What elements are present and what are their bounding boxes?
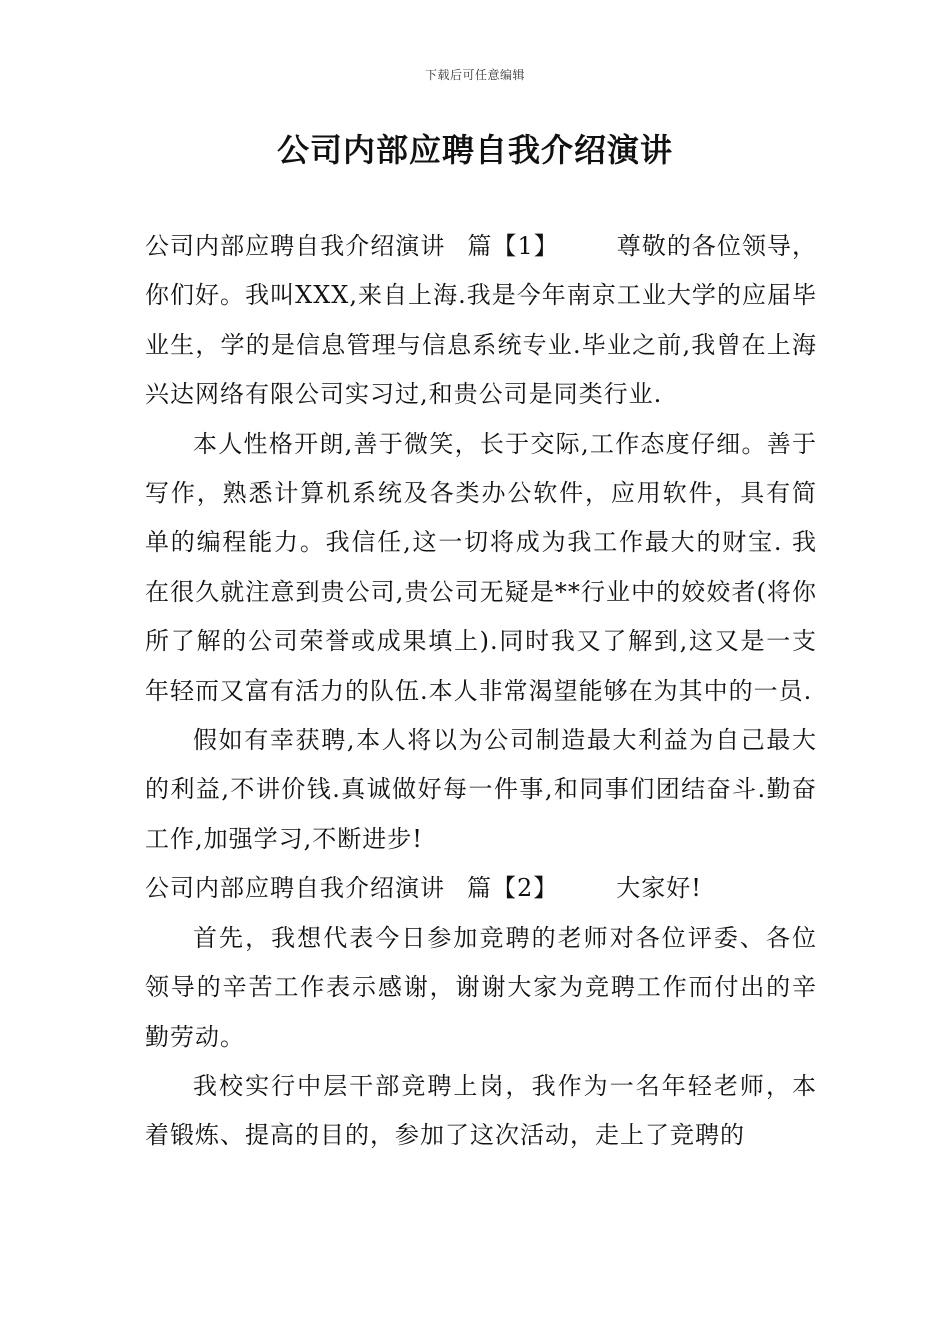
section-1-intro <box>145 222 817 420</box>
section-2-label: 篇【2】 <box>467 874 559 903</box>
section-2-lead: 大家好! <box>616 874 702 903</box>
section-2-paragraph: 首先，我想代表今日参加竞聘的老师对各位评委、各位领导的辛苦工作表示感谢，谢谢大家为竞聘工作而付出的辛勤劳动。 <box>145 923 817 1051</box>
section-1-paragraph: 假如有幸获聘,本人将以为公司制造最大利益为自己最大的利益,不讲价钱.真诚做好每一件事,和同事们团结奋斗.勤奋工作,加强学习,不断进步! <box>145 726 817 853</box>
section-1-label: 篇【1】 <box>467 232 559 260</box>
document-title: 公司内部应聘自我介绍演讲 <box>276 131 673 169</box>
section-1-paragraph: 本人性格开朗,善于微笑，长于交际,工作态度仔细。善于写作，熟悉计算机系统及各类办公软件，应用软件，具有简单的编程能力。我信任,这一切将成为我工作最大的财宝. 我在很久就注意到贵公司,贵公司无疑是**行业中的姣姣者(将你所了解的公司荣誉或成果填上).同时我又了解到,这又是一支年轻而又富有活力的队伍.本人非常渴望能够在为其中的一员. <box>145 429 817 705</box>
section-1-lead: 尊敬的各位领导，你们好。我叫XXX,来自上海.我是今年南京工业大学的应届毕业生，学的是信息管理与信息系统专业.毕业之前,我曾在上海兴达网络有限公司实习过,和贵公司是同类行业. <box>145 232 818 409</box>
section-1-heading: 公司内部应聘自我介绍演讲 <box>145 232 446 260</box>
header-note: 下载后可任意编辑 <box>424 68 525 82</box>
document-body <box>145 222 817 1161</box>
section-2-paragraph: 我校实行中层干部竞聘上岗，我作为一名年轻老师，本着锻炼、提高的目的，参加了这次活动，走上了竞聘的 <box>145 1071 817 1150</box>
section-2-heading: 公司内部应聘自我介绍演讲 <box>145 874 445 903</box>
section-2-intro <box>145 864 817 913</box>
